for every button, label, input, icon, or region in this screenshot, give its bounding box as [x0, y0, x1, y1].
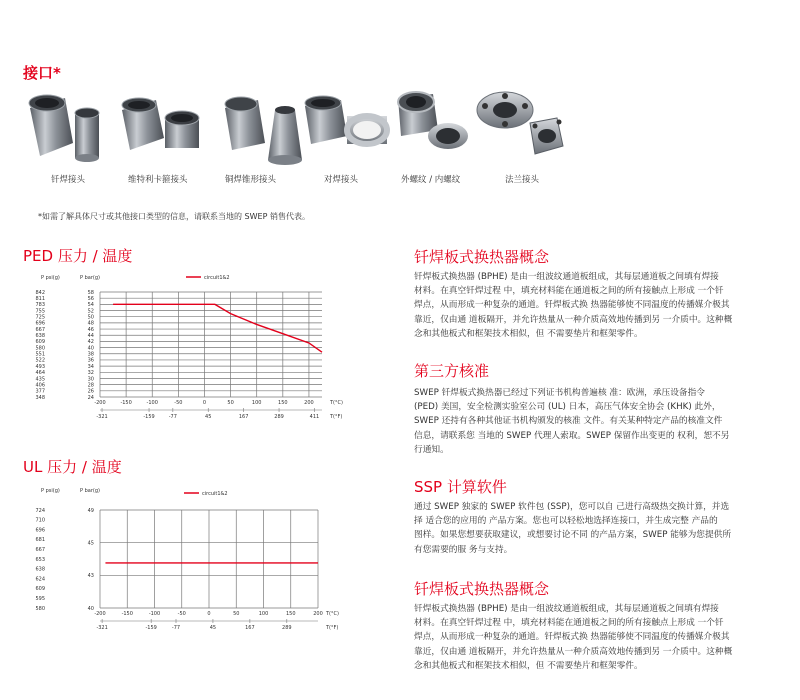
y-tick-label: 45 — [87, 540, 94, 547]
x-tick-label: -100 — [146, 400, 158, 406]
x-tick-label: -50 — [174, 400, 183, 406]
y-tick-label: 44 — [87, 333, 94, 340]
section-ssp-line: 通过 SWEP 独家的 SWEP 软件包 (SSP)，您可以自 己进行高级热交换计算，并选 — [414, 502, 730, 512]
y-tick-label: 48 — [87, 320, 94, 327]
y-tick-label-psi: 522 — [35, 357, 45, 364]
section-ssp-line: 择 适合您的应用的 产品方案。您也可以轻松地选择连接口，并生成完整 产品的 — [414, 516, 718, 527]
fahrenheit-tick-label: 289 — [282, 625, 292, 631]
y-tick-label-psi: 609 — [35, 586, 45, 593]
x-tick-label: 200 — [313, 611, 323, 617]
fahrenheit-tick-label: 45 — [209, 625, 217, 631]
connection-label-victaulic: 维特利卡箍接头 — [128, 175, 188, 185]
connection-images — [25, 88, 565, 166]
y-tick-label: 46 — [87, 326, 94, 333]
x-tick-label: -150 — [121, 611, 133, 617]
y-tick-label-psi: 580 — [35, 345, 45, 352]
y-tick-label: 34 — [87, 363, 94, 370]
section-bphe-line: 钎焊板式换热器 (BPHE) 是由一组波纹通道板组成，其每层通道板之间填有焊接 — [414, 272, 719, 282]
y-tick-label-psi: 348 — [35, 394, 45, 401]
y-tick-label-psi: 755 — [35, 308, 45, 315]
x-tick-label: -200 — [94, 400, 106, 406]
y-tick-label-psi: 609 — [35, 339, 45, 346]
x-tick-label: 0 — [202, 400, 207, 406]
y-tick-label-psi: 493 — [35, 363, 45, 370]
section-ssp-line: 有您需要的服 务与支持。 — [414, 544, 513, 555]
x-tick-label: 50 — [227, 400, 234, 406]
y-tick-label-psi: 667 — [35, 326, 45, 333]
y-axis-bar-unit: P bar(g) — [80, 275, 100, 281]
y-tick-label: 24 — [87, 394, 94, 401]
section-bphe-line: 焊点，从而形成一种复杂的通道。钎焊板式换 热器能够使不同温度的传播媒介极其 — [414, 300, 730, 311]
y-tick-label: 52 — [87, 308, 94, 315]
y-tick-label-psi: 681 — [35, 537, 45, 544]
x-axis-label-c: T(°C) — [326, 611, 339, 617]
y-tick-label-psi: 724 — [35, 507, 45, 514]
y-tick-label: 32 — [87, 370, 94, 377]
section-approval-title: 第三方核准 — [414, 362, 490, 380]
connection-label-cone-brazed: 铜焊锥形接头 — [225, 175, 277, 185]
section-bphe-line: 材料。在真空钎焊过程 中，填充材料能在通道板之间的所有接触点上形成 一个钎 — [414, 286, 724, 297]
y-tick-label: 28 — [87, 382, 94, 389]
y-tick-label-psi: 842 — [35, 289, 45, 296]
section-bphe-line: 靠近，仅由通 道板隔开，并允许热量从一种介质高效地传播到另 一介质中。这种概 — [414, 314, 733, 325]
section-approval-line: 信息，请联系您 当地的 SWEP 代理人索取。SWEP 保留作出变更的 权利，恕不另 — [414, 430, 730, 441]
x-tick-label: -200 — [94, 611, 106, 617]
legend-label: circuit1&2 — [202, 491, 228, 497]
fahrenheit-tick-label: -77 — [171, 625, 181, 631]
y-tick-label: 42 — [87, 339, 94, 346]
section-approval-line: SWEP 钎焊板式换热器已经过下列证书机构普遍核 准：欧洲，承压设备指令 — [414, 388, 705, 398]
x-tick-label: -100 — [148, 611, 161, 617]
y-tick-label: 36 — [87, 357, 94, 364]
y-tick-label-psi: 696 — [35, 527, 45, 534]
connections-title: 接口* — [23, 64, 61, 82]
section-bphe2-line: 焊点，从而形成一种复杂的通道。钎焊板式换 热器能够使不同温度的传播媒介极其 — [414, 632, 730, 643]
fahrenheit-tick-label: 167 — [245, 625, 255, 631]
section-ssp-text — [414, 500, 789, 557]
y-tick-label-psi: 377 — [35, 388, 45, 395]
series-line — [113, 304, 322, 352]
y-tick-label-psi: 710 — [35, 517, 45, 524]
fahrenheit-tick-label: -321 — [96, 414, 108, 420]
y-tick-label: 56 — [87, 295, 94, 302]
section-bphe2-line: 念和其他板式和框架技术相似，但 不需要垫片和框架零件。 — [414, 660, 643, 671]
connection-label-brazed: 钎焊接头 — [51, 175, 86, 185]
legend-label: circuit1&2 — [204, 275, 230, 281]
y-tick-label: 49 — [87, 507, 94, 514]
y-tick-label-psi: 696 — [35, 320, 45, 327]
connection-label-weld: 对焊接头 — [324, 175, 359, 185]
x-tick-label: -50 — [177, 611, 186, 617]
y-tick-label-psi: 435 — [35, 376, 45, 383]
y-tick-label: 50 — [87, 314, 94, 321]
fahrenheit-tick-label: -159 — [143, 414, 155, 420]
x-axis-label-c: T(°C) — [330, 400, 343, 406]
connection-label-thread: 外螺纹 / 内螺纹 — [401, 175, 461, 185]
section-approval-line: (PED) 美国，安全检测实验室公司 (UL) 日本，高压气体安全协会 (KHK) 此外， — [414, 402, 721, 413]
weld-connection-image — [305, 96, 387, 144]
cone-brazed-connection-image — [225, 97, 302, 165]
y-axis-psi-unit: P psi(g) — [41, 488, 60, 494]
y-tick-label-psi: 595 — [35, 596, 45, 602]
x-tick-label: -150 — [120, 400, 132, 406]
x-tick-label: 150 — [278, 400, 288, 406]
section-approval-line: SWEP 还持有各种其他证书机构颁发的核准 文件。有关某种特定产品的核准文件 — [414, 416, 723, 427]
y-tick-label-psi: 406 — [35, 382, 45, 389]
victaulic-connection-image — [122, 98, 199, 150]
x-tick-label: 100 — [251, 400, 262, 406]
y-tick-label: 40 — [87, 345, 94, 352]
y-tick-label-psi: 580 — [35, 605, 45, 612]
y-axis-psi-unit: P psi(g) — [41, 275, 60, 281]
y-tick-label: 43 — [87, 573, 94, 580]
y-tick-label: 58 — [87, 289, 94, 296]
section-bphe2-line: 钎焊板式换热器 (BPHE) 是由一组波纹通道板组成，其每层通道板之间填有焊接 — [414, 604, 719, 614]
y-tick-label-psi: 725 — [35, 314, 45, 321]
y-tick-label-psi: 464 — [35, 370, 45, 377]
y-tick-label: 30 — [87, 376, 94, 383]
fahrenheit-tick-label: 289 — [274, 414, 284, 420]
x-tick-label: 150 — [285, 611, 296, 617]
section-ssp-title: SSP 计算软件 — [414, 478, 507, 496]
connections-note: *如需了解具体尺寸或其他接口类型的信息，请联系当地的 SWEP 销售代表。 — [38, 212, 310, 221]
y-tick-label-psi: 638 — [35, 566, 45, 573]
y-tick-label: 54 — [87, 302, 94, 309]
y-tick-label: 40 — [87, 605, 94, 612]
fahrenheit-tick-label: -321 — [96, 625, 108, 631]
x-axis-label-f: T(°F) — [330, 414, 343, 420]
ped-title: PED 压力 / 温度 — [23, 247, 133, 265]
fahrenheit-tick-label: 167 — [238, 414, 249, 420]
section-bphe2-line: 靠近，仅由通 道板隔开，并允许热量从一种介质高效地传播到另 一介质中。这种概 — [414, 646, 733, 657]
y-tick-label-psi: 783 — [35, 302, 45, 309]
ul-chart — [0, 482, 400, 642]
section-bphe-title: 钎焊板式换热器概念 — [414, 248, 550, 266]
section-ssp-line: 图样。如果您想要获取建议，或想要讨论不同 的产品方案，SWEP 能够为您提供所 — [414, 530, 732, 541]
thread-connection-image — [398, 92, 468, 149]
ul-title: UL 压力 / 温度 — [23, 458, 122, 476]
y-tick-label: 38 — [87, 351, 94, 358]
x-axis-label-f: T(°F) — [326, 625, 339, 631]
flange-connection-image — [477, 92, 563, 154]
ped-chart — [0, 270, 400, 440]
connection-images-svg — [25, 88, 565, 166]
y-tick-label-psi: 811 — [35, 295, 45, 302]
x-tick-label: 0 — [207, 611, 211, 617]
section-approval-line: 行通知。 — [414, 444, 449, 455]
fahrenheit-tick-label: -77 — [168, 414, 177, 420]
y-tick-label-psi: 653 — [35, 556, 45, 563]
x-tick-label: 200 — [304, 400, 314, 406]
x-tick-label: 100 — [258, 611, 269, 617]
connection-label-flange: 法兰接头 — [505, 175, 540, 185]
fahrenheit-tick-label: -159 — [145, 625, 157, 631]
fahrenheit-tick-label: 45 — [205, 414, 212, 420]
y-tick-label-psi: 638 — [35, 333, 45, 340]
section-approval-text — [414, 386, 789, 457]
y-tick-label: 26 — [87, 388, 94, 395]
section-bphe2-line: 材料。在真空钎焊过程 中，填充材料能在通道板之间的所有接触点上形成 一个钎 — [414, 618, 724, 629]
y-tick-label-psi: 551 — [35, 351, 45, 358]
section-bphe2-text — [414, 602, 789, 673]
y-tick-label-psi: 667 — [35, 547, 45, 553]
brazed-connection-image — [29, 95, 99, 162]
fahrenheit-tick-label: 411 — [309, 414, 320, 420]
section-bphe-text — [414, 270, 789, 341]
section-bphe2-title: 钎焊板式换热器概念 — [414, 580, 550, 598]
section-bphe-line: 念和其他板式和框架技术相似，但 不需要垫片和框架零件。 — [414, 328, 643, 339]
x-tick-label: 50 — [233, 611, 240, 617]
y-tick-label-psi: 624 — [35, 576, 45, 583]
y-axis-bar-unit: P bar(g) — [80, 488, 100, 494]
